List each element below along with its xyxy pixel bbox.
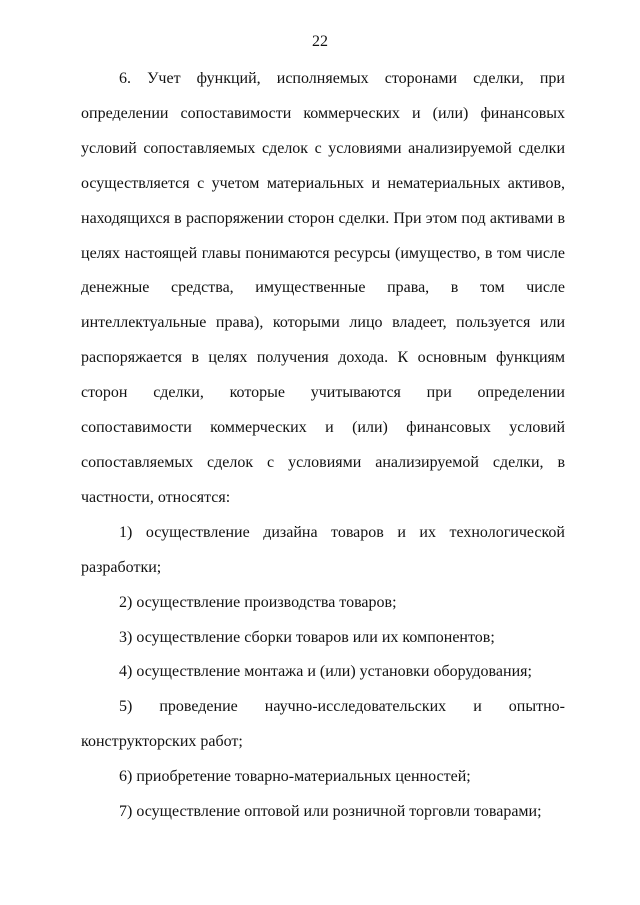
list-item-7: 7) осуществление оптовой или розничной торговли товарами; [119,803,542,821]
page-number: 22 [312,33,328,50]
document-body [81,62,565,830]
list-item-5: 5) проведение научно-исследовательских и опытно-конструкторских работ; [81,698,565,751]
list-item-6: 6) приобретение товарно-материальных ценностей; [119,768,471,786]
list-item-3: 3) осуществление сборки товаров или их компонентов; [119,628,495,646]
paragraph-6: 6. Учет функций, исполняемых сторонами сделки, при определении сопоставимости коммерческих и (или) финансовых условий сопоставляемых сделок с условиями анализируемой сделки осуществляется с учетом материальных и нематериальных активов, находящихся в распоряжении сторон сделки. При этом под активами в целях настоящей главы понимаются ресурсы (имущество, в том числе денежные средства, имущественные права, в том числе интеллектуальные права), которыми лицо владеет, пользуется или распоряжается в целях получения дохода. К основным функциям сторон сделки, которые учитываются при определении сопоставимости коммерческих и (или) финансовых условий сопоставляемых сделок с условиями анализируемой сделки, в частности, относятся: [81,70,565,506]
list-item-1: 1) осуществление дизайна товаров и их технологической разработки; [81,523,565,576]
list-item-4: 4) осуществление монтажа и (или) установки оборудования; [119,663,532,681]
list-item-2: 2) осуществление производства товаров; [119,593,397,611]
